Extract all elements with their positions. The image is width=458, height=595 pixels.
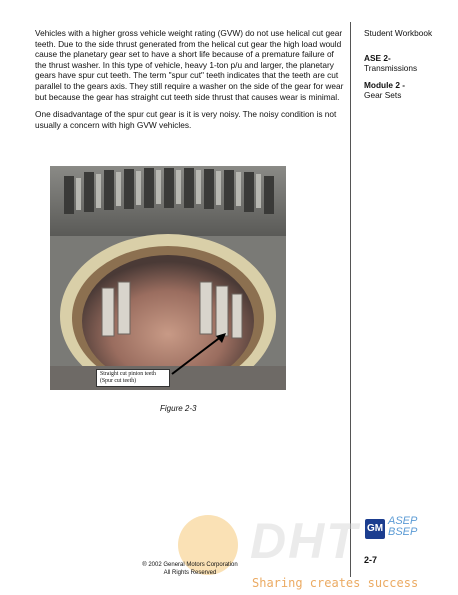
ase-course-subtitle: Transmissions <box>364 63 418 74</box>
asep-label: ASEP <box>388 515 418 527</box>
watermark-letters: DHT <box>250 513 359 569</box>
figure-callout <box>96 369 170 387</box>
bsep-label: BSEP <box>388 526 418 538</box>
watermark-tagline: Sharing creates success <box>252 576 419 590</box>
body-paragraph-2: One disadvantage of the spur cut gear is it is very noisy. The noisy condition is not usually a concern with high GVW vehicles. <box>35 109 337 130</box>
module-subtitle: Gear Sets <box>364 90 402 101</box>
copyright <box>130 561 250 577</box>
callout-line-2: (Spur cut teeth) <box>100 378 137 385</box>
copyright-line-2: All Rights Reserved <box>163 570 217 576</box>
asep-bsep-logo <box>388 516 417 538</box>
sidebar <box>364 28 454 101</box>
callout-arrow <box>170 330 230 378</box>
ase-course-title: ASE 2- <box>364 52 391 63</box>
figure-caption: Figure 2-3 <box>160 404 197 413</box>
gear-photo <box>50 166 286 390</box>
copyright-line-1: ® 2002 General Motors Corporation <box>142 562 238 568</box>
body-paragraph-1: Vehicles with a higher gross vehicle weight rating (GVW) do not use helical cut gear teeth. Due to the side thrust generated from the helical cut gear the high load would cause the planetary gear set to have a short life because of a premature failure of the thrust washer. In this type of vehicle, heavy 1-ton p/u and larger, the planetary gears have spur cut teeth. The term "spur cut" teeth indicates that the teeth are cut parallel to the gears axis. They still require a washer on the side of the gear for wear but because the gear has straight cut teeth side thrust that causes wear is minimal. <box>35 28 344 102</box>
page-number: 2-7 <box>364 555 378 565</box>
workbook-label: Student Workbook <box>364 28 433 38</box>
gm-logo: GM <box>365 519 385 539</box>
module-title: Module 2 - <box>364 79 406 90</box>
main-text <box>35 28 347 137</box>
callout-line-1: Straight cut pinion teeth <box>100 371 156 377</box>
column-divider <box>350 22 351 577</box>
